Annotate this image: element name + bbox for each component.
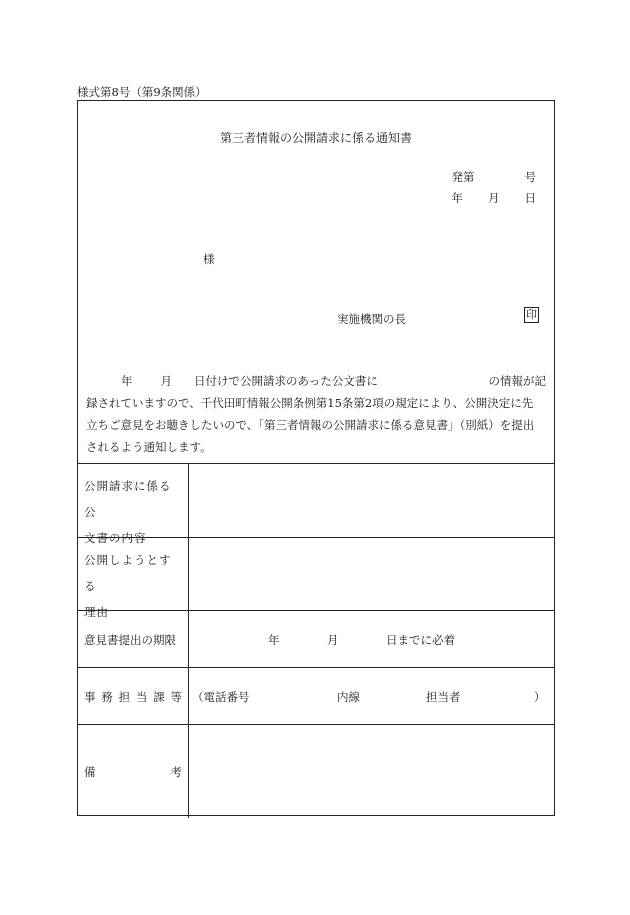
seal-stamp: 印	[526, 308, 537, 321]
issue-day: 日	[524, 191, 536, 205]
document-content-field[interactable]	[189, 464, 554, 538]
label-char: 当	[135, 689, 148, 704]
table-row-reason	[78, 537, 554, 619]
body-month: 月	[160, 374, 172, 388]
document-title: 第三者情報の公開請求に係る通知書	[219, 131, 412, 145]
person-in-charge-label: 担当者	[426, 689, 461, 704]
body-line1-end: の情報が記	[488, 374, 546, 388]
row-label	[78, 464, 189, 545]
row-label-line: 理由	[84, 605, 109, 619]
extension-label: 内線	[337, 689, 360, 704]
deadline-day: 日までに必着	[386, 632, 455, 647]
row-label-text	[84, 764, 182, 780]
body-line2: 録されていますので、千代田町情報公開条例第15条第2項の規定により、公開決定に先	[86, 396, 534, 410]
body-line4: されるよう通知します。	[86, 440, 212, 454]
label-char: 務	[101, 689, 113, 704]
deadline-month: 月	[327, 632, 339, 647]
row-label-text: 意見書提出の期限	[84, 632, 176, 647]
label-char: 課	[153, 689, 165, 704]
notice-form	[77, 100, 555, 816]
issue-year: 年	[451, 191, 463, 205]
body-line1-mid: 日付けで公開請求のあった公文書に	[194, 374, 378, 388]
issue-number	[452, 169, 537, 185]
issue-month: 月	[488, 191, 500, 205]
table-row-deadline	[78, 610, 554, 668]
row-label-text	[84, 689, 182, 705]
issuer-name: 実施機関の長	[337, 312, 406, 326]
body-year: 年	[121, 374, 133, 388]
label-char: 担	[118, 689, 131, 704]
table-row-remarks	[78, 724, 554, 818]
closing-paren: ）	[534, 689, 546, 704]
issue-number-prefix: 発第	[451, 170, 475, 184]
row-label	[78, 611, 189, 668]
label-char: 事	[84, 689, 96, 704]
remarks-field[interactable]	[189, 725, 554, 818]
row-label	[78, 538, 189, 619]
row-label	[78, 725, 189, 818]
reason-field[interactable]	[189, 538, 554, 611]
form-number-label: 様式第8号（第9条関係）	[77, 85, 207, 99]
issue-date	[452, 190, 537, 206]
row-label-line: 文書の内容	[84, 531, 147, 545]
row-label	[78, 668, 189, 725]
label-char: 考	[170, 764, 182, 779]
row-label-line: 公開しようとする	[84, 553, 172, 593]
issue-number-suffix: 号	[524, 170, 536, 184]
notice-body	[86, 370, 546, 458]
table-row-department	[78, 667, 554, 725]
label-char: 等	[170, 689, 182, 704]
row-label-line: 公開請求に係る公	[84, 479, 172, 519]
deadline-year: 年	[268, 632, 280, 647]
department-field[interactable]	[189, 668, 554, 725]
phone-label: （電話番号	[192, 689, 250, 704]
addressee: 様	[203, 252, 215, 266]
body-line3: 立ちご意見をお聴きしたいので、「第三者情報の公開請求に係る意見書」（別紙）を提出	[86, 418, 535, 432]
deadline-field[interactable]	[189, 611, 554, 668]
table-row-document-content	[78, 463, 554, 545]
label-char: 備	[84, 764, 96, 779]
